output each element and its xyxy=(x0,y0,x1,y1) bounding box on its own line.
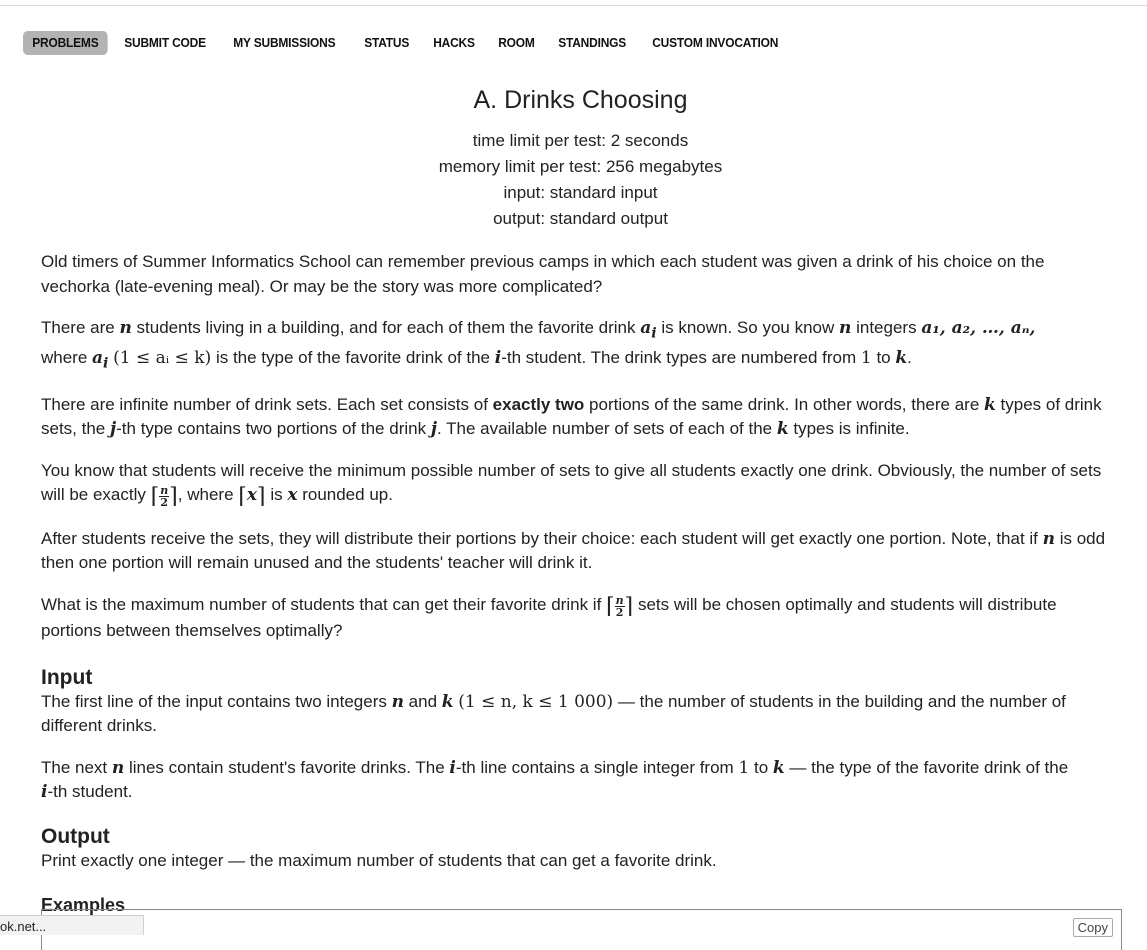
nav-hacks[interactable]: HACKS xyxy=(433,35,475,50)
input-specification xyxy=(41,666,1106,805)
legend-paragraph-2: There are n students living in a building, and for each of them the favorite drink $a_i$ is known. So you know n integers a₁, a₂, …, aₙ, where $a_i$ (1 ≤ aᵢ ≤ k) is the type of the favorite drink of the i-th student. The drink types are numbered from 1 to k. xyxy=(41,318,1036,372)
output-text: Print exactly one integer — the maximum number of students that can get a favorite drink. xyxy=(41,850,717,870)
output-specification xyxy=(41,825,1106,874)
problem-title: A. Drinks Choosing xyxy=(473,86,688,114)
nav-status[interactable]: STATUS xyxy=(364,35,410,50)
example-input-box xyxy=(41,909,1122,950)
time-limit: time limit per test: 2 seconds xyxy=(472,131,689,150)
copy-button[interactable]: Copy xyxy=(1073,918,1113,937)
legend-paragraph-5: After students receive the sets, they will distribute their portions by their choice: each student will get exactly one portion. Note, that if n is odd then one portion will remain unused and the students' teacher will drink it. xyxy=(41,528,1106,573)
nav-my-submissions[interactable]: MY SUBMISSIONS xyxy=(233,35,336,50)
memory-limit: memory limit per test: 256 megabytes xyxy=(438,157,723,176)
output-file: output: standard output xyxy=(493,209,668,228)
problem-statement xyxy=(41,250,1106,917)
examples-title: Examples xyxy=(41,895,126,916)
input-line-2: The next n lines contain student's favorite drinks. The i-th line contains a single integer from 1 to k — the type of the favorite drink of the i-th student. xyxy=(41,757,1069,803)
legend-paragraph-1: Old timers of Summer Informatics School can remember previous camps in which each student was given a drink of his choice on the vechorka (late-evening meal). Or may be the story was more complicated? xyxy=(41,252,1045,296)
nav-room[interactable]: ROOM xyxy=(498,35,535,50)
nav-submit-code[interactable]: SUBMIT CODE xyxy=(124,35,206,50)
problem-nav xyxy=(23,31,800,55)
output-title: Output xyxy=(41,824,110,848)
legend-paragraph-4: You know that students will receive the minimum possible number of sets to give all students exactly one drink. Obviously, the number of sets will be exactly ⌈ $\frac{n}{2}$ ⌉, where ⌈x⌉ is x rounded up. xyxy=(41,460,1102,510)
input-title: Input xyxy=(41,665,93,689)
nav-standings[interactable]: STANDINGS xyxy=(557,35,626,50)
problem-header xyxy=(0,84,1147,232)
divider xyxy=(0,5,1147,6)
nav-custom-invocation[interactable]: CUSTOM INVOCATION xyxy=(651,35,778,50)
input-line-1: The first line of the input contains two integers n and k (1 ≤ n, k ≤ 1 000) — the number of students in the building and the number of different drinks. xyxy=(41,691,1066,736)
legend-paragraph-6: What is the maximum number of students that can get their favorite drink if ⌈ $\frac{n}{2}$ ⌉ sets will be chosen optimally and students will distribute portions between themselves optimally? xyxy=(41,593,1057,641)
legend-paragraph-3: There are infinite number of drink sets. Each set consists of exactly two portions of the same drink. In other words, there are k types of drink sets, the j-th type contains two portions of the drink j. The available number of sets of each of the k types is infinite. xyxy=(41,394,1102,440)
nav-problems[interactable]: PROBLEMS xyxy=(23,31,108,55)
status-bar-url: ok.net... xyxy=(0,915,144,935)
input-file: input: standard input xyxy=(503,183,658,202)
